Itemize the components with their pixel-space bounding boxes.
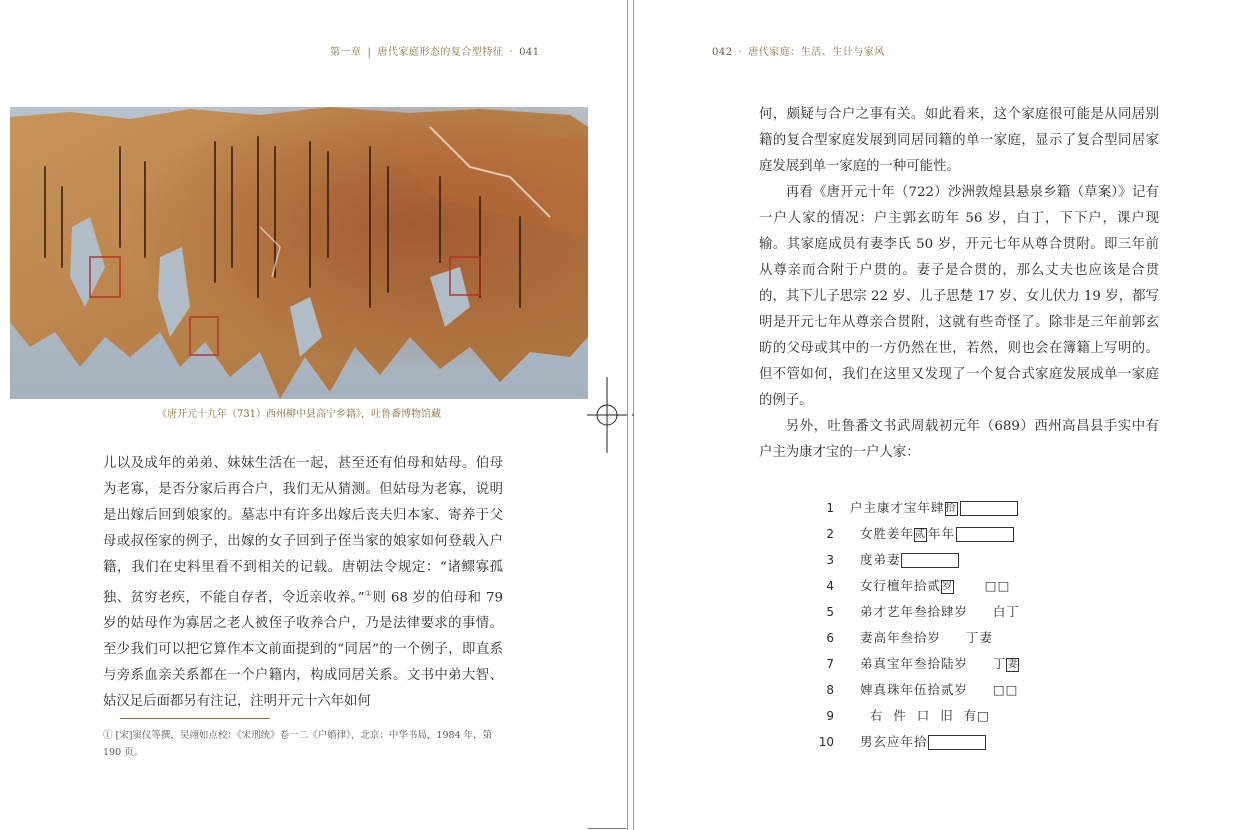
register-entry: 度弟妻: [850, 552, 901, 567]
register-line-number: 3: [826, 553, 834, 567]
register-line-number: 2: [826, 527, 834, 541]
left-page: [0, 0, 627, 830]
register-entry: 右 件 口 旧 有□: [850, 708, 990, 723]
register-entry: 弟才艺年叁拾肆岁 白丁: [850, 604, 1020, 619]
register-line-number: 5: [826, 605, 834, 619]
register-line-text: [850, 599, 1020, 625]
right-body-text: [759, 102, 1159, 466]
register-line-text: [850, 547, 959, 573]
footnote-reference[interactable]: ①: [364, 589, 373, 598]
page-number-right: 042: [712, 47, 733, 58]
register-tail: □□: [954, 578, 1011, 593]
register-line-number: 1: [826, 501, 834, 515]
register-line-text: [850, 729, 986, 755]
register-line-text: [850, 521, 1014, 547]
register-entry: 男玄应年拾: [850, 734, 928, 749]
paragraph: [103, 451, 503, 715]
lacuna-box: [956, 527, 1014, 542]
damaged-character: 妻: [1007, 658, 1019, 670]
register-line-number: 9: [826, 709, 834, 723]
right-running-head: [712, 43, 885, 58]
crop-mark-bottom-left: [588, 828, 626, 829]
chapter-title: 唐代家庭形态的复合型特征: [377, 47, 504, 58]
figure-caption: 《唐开元十九年（731）西州柳中县高宁乡籍》，吐鲁番博物馆藏: [156, 409, 442, 420]
separator-dot: ·: [509, 47, 514, 58]
register-tail: 年年: [927, 526, 955, 541]
register-entry: 妻高年叁拾岁 丁妻: [850, 630, 993, 645]
register-entry: 女行檀年拾贰: [850, 578, 941, 593]
damaged-character: 岁: [941, 580, 953, 592]
separator-bar: |: [367, 47, 372, 58]
paragraph: 另外，吐鲁番文书武周载初元年（689）西州高昌县手实中有户主为康才宝的一户人家：: [759, 419, 1159, 460]
paragraph-text: 儿以及成年的弟弟、妹妹生活在一起，甚至还有伯母和姑母。伯母为老寡，是否分家后再合户，我们无从猜测。但姑母为老寡，说明是出嫁后回到娘家的。墓志中有许多出嫁后丧夫归本家、寄养于父母或叔侄家的例子，出嫁的女子回到子侄当家的娘家如何登载入户籍，我们在史料里看不到相关的记载。唐朝法令规定：“诸鳏寡孤独、贫穷老疾，不能自存者，令近亲收养。”: [103, 456, 503, 606]
footnote: ① [宋]窦仪等撰，吴翊如点校：《宋刑统》卷一二《户婚律》，北京：中华书局，1984 年，第 190 页。: [103, 730, 493, 758]
footnote-divider: [120, 718, 270, 719]
left-body-text: [103, 451, 503, 715]
register-line-text: [850, 495, 1018, 521]
separator-dot: ·: [738, 47, 743, 58]
register-line-text: [850, 677, 1018, 703]
register-entry: 婢真珠年伍拾贰岁 □□: [850, 682, 1019, 697]
paragraph: 何，颇疑与合户之事有关。如此看来，这个家庭很可能是从同居别籍的复合型家庭发展到同居同籍的单一家庭，显示了复合型同居家庭发展到单一家庭的一种可能性。: [759, 107, 1159, 174]
left-running-head: [330, 43, 540, 58]
paragraph: 再看《唐开元十年（722）沙洲敦煌县悬泉乡籍（草案）》记有一户人家的情况：户主郭玄昉年 56 岁，白丁，下下户，课户现输。其家庭成员有妻李氏 50 岁，开元七年从尊合贯附。即三年前从尊亲而合附于户贯的。妻子是合贯的，那么丈夫也应该是合贯的，其下儿子思宗 22 岁、儿子思楚 17 岁、女儿伏力 19 岁，都写明是开元七年从尊亲合贯附，这就有些奇怪了。除非是三年前郭玄昉的父母或其中的一方仍然在世，若然，则也会在簿籍上写明的。但不管如何，我们在这里又发现了一个复合式家庭发展成单一家庭的例子。: [759, 185, 1159, 408]
damaged-character: 贰: [914, 528, 926, 540]
lacuna-box: [928, 735, 986, 750]
register-entry: 户主康才宝年肆: [850, 500, 945, 515]
book-title: 唐代家庭：生活、生计与家风: [748, 47, 885, 58]
page-number-left: 041: [519, 47, 540, 58]
register-line-text: [850, 651, 1020, 677]
registration-mark-icon: [587, 377, 627, 453]
register-line-text: [850, 703, 990, 729]
register-line-number: 6: [826, 631, 834, 645]
spine-line-left: [627, 0, 628, 830]
chapter-label: 第一章: [330, 47, 362, 58]
damaged-character: 拾: [945, 502, 957, 514]
register-line-text: [850, 625, 993, 651]
register-entry: 弟真宝年叁拾陆岁 丁: [850, 656, 1007, 671]
paragraph-text: 则 68 岁的伯母和 79 岁的姑母作为寡居之老人被侄子收养合户，乃是法律要求的事情。至少我们可以把它算作本文前面提到的“同居”的一个例子，即直系与旁系血亲关系都在一个户籍内，构成同居关系。文书中弟大智、姑汉足后面都另有注记，注明开元十六年如何: [103, 590, 503, 710]
register-line-number: 7: [826, 657, 834, 671]
register-line-number: 10: [818, 735, 834, 749]
manuscript-photo: [10, 107, 588, 399]
register-line-number: 8: [826, 683, 834, 697]
register-line-number: 4: [826, 579, 834, 593]
right-page: [634, 0, 1257, 830]
manuscript-illustration: [10, 107, 588, 399]
lacuna-box: [960, 501, 1018, 516]
lacuna-box: [901, 553, 959, 568]
register-line-text: [850, 573, 1010, 599]
register-entry: 女胜姜年: [850, 526, 914, 541]
